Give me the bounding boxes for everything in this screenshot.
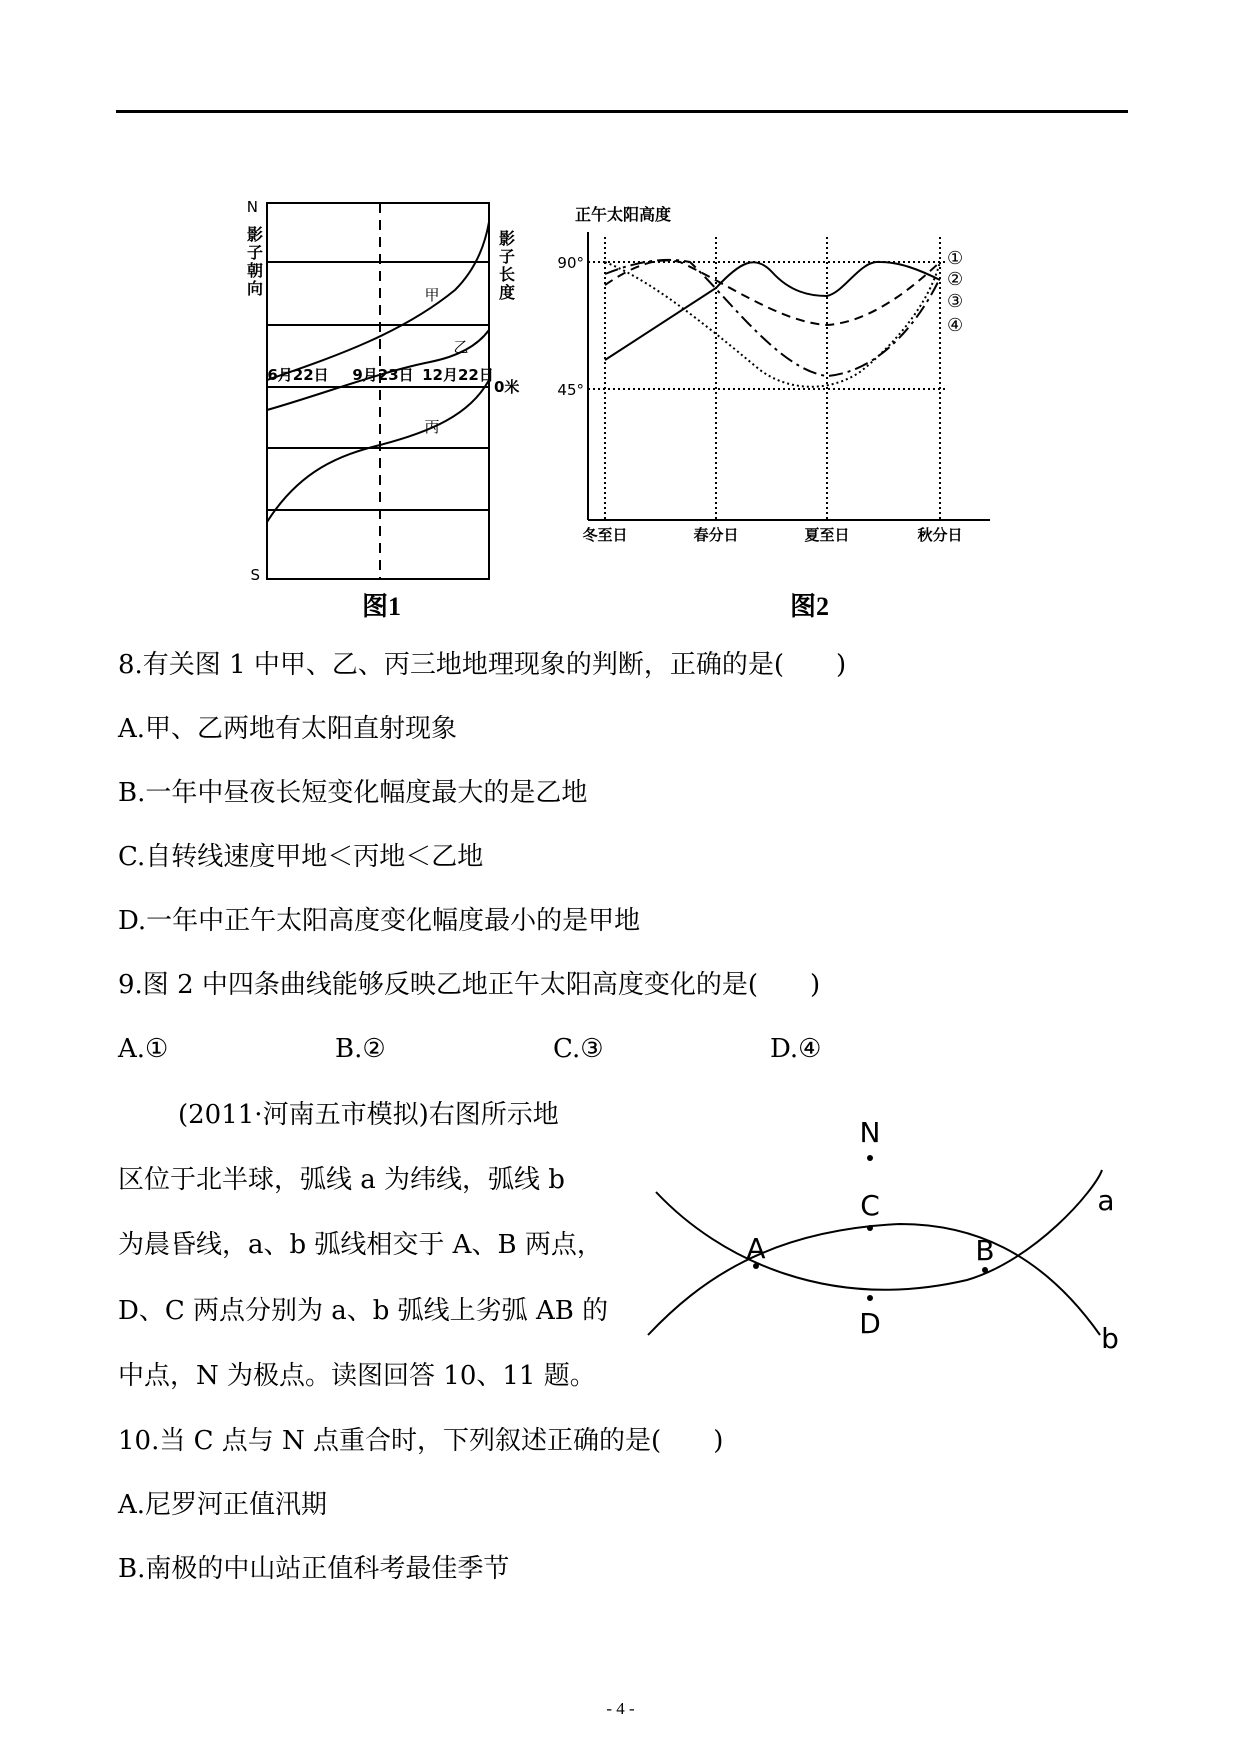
q10-option-a: A.尼罗河正值汛期 [118, 1490, 328, 1520]
intro-line-3: 为晨昏线，a、b 弧线相交于 A、B 两点， [118, 1230, 603, 1260]
curve-jia-label: 甲 [424, 286, 440, 304]
intro-line-5: 中点，N 为极点。读图回答 10、11 题。 [118, 1361, 596, 1391]
curve-jia [267, 222, 489, 380]
point-a-label: A [746, 1232, 766, 1265]
fig2-marker-4: ④ [947, 315, 964, 336]
curve-3 [605, 260, 940, 376]
fig2-x-summer-solstice: 夏至日 [804, 526, 850, 544]
q9-stem: 9.图 2 中四条曲线能够反映乙地正午太阳高度变化的是( ) [118, 970, 821, 1000]
point-n-dot [867, 1155, 873, 1161]
intro-line-4: D、C 两点分别为 a、b 弧线上劣弧 AB 的 [118, 1296, 609, 1326]
q9-option-a: A.① [118, 1034, 169, 1064]
q9-option-c: C.③ [553, 1034, 604, 1064]
point-b-dot [982, 1267, 988, 1273]
q9-option-b: B.② [335, 1034, 386, 1064]
fig1-zero-label: 0米 [494, 378, 520, 396]
q8-option-d: D.一年中正午太阳高度变化幅度最小的是甲地 [118, 906, 641, 936]
q10-option-b: B.南极的中山站正值科考最佳季节 [118, 1554, 510, 1584]
fig1-n-label: N [246, 198, 258, 216]
q8-stem: 8.有关图 1 中甲、乙、丙三地地理现象的判断，正确的是( ) [118, 650, 847, 680]
curve-yi-label: 乙 [453, 338, 469, 356]
q8-option-a: A.甲、乙两地有太阳直射现象 [118, 714, 458, 744]
point-n-label: N [859, 1116, 881, 1149]
fig2-ylabel: 正午太阳高度 [575, 205, 672, 224]
arc-a [656, 1170, 1102, 1290]
q10-stem: 10.当 C 点与 N 点重合时，下列叙述正确的是( ) [118, 1426, 724, 1456]
fig2-x-winter-solstice: 冬至日 [582, 526, 628, 544]
svg-text:度: 度 [498, 283, 516, 302]
point-b-label: B [975, 1234, 995, 1267]
fig2-x-autumn-equinox: 秋分日 [917, 526, 963, 544]
svg-text:长: 长 [498, 265, 516, 284]
fig1-right-axis-label [499, 229, 515, 302]
point-d-dot [867, 1295, 873, 1301]
fig1-date-jun22: 6月22日 [267, 366, 329, 384]
fig2-marker-3: ③ [947, 291, 964, 312]
svg-text:向: 向 [246, 279, 264, 298]
fig2-caption: 图2 [790, 592, 830, 621]
fig1-left-axis-label [247, 225, 263, 298]
svg-text:子: 子 [246, 243, 264, 262]
fig2-x-spring-equinox: 春分日 [693, 526, 739, 544]
fig1-frame [267, 203, 489, 579]
svg-text:子: 子 [498, 247, 516, 266]
curve-2 [605, 260, 940, 325]
arc-b-label: b [1101, 1322, 1119, 1355]
q8-option-c: C.自转线速度甲地＜丙地＜乙地 [118, 842, 484, 872]
fig1-date-dec22: 12月22日 [422, 366, 494, 384]
fig1-date-sep23: 9月23日 [352, 366, 414, 384]
fig2-y90: 90° [557, 254, 584, 272]
svg-text:朝: 朝 [246, 261, 264, 280]
intro-line-1: (2011·河南五市模拟)右图所示地 [178, 1100, 559, 1130]
figure-3 [640, 1100, 1120, 1370]
arc-a-label: a [1097, 1184, 1115, 1217]
curve-4 [605, 262, 940, 387]
svg-text:影: 影 [246, 225, 264, 244]
intro-line-2: 区位于北半球，弧线 a 为纬线，弧线 b [118, 1165, 565, 1195]
page-number: - 4 - [606, 1699, 635, 1718]
point-c-dot [867, 1225, 873, 1231]
q8-option-b: B.一年中昼夜长短变化幅度最大的是乙地 [118, 778, 588, 808]
figure-2 [557, 205, 990, 544]
point-d-label: D [859, 1307, 881, 1340]
svg-text:影: 影 [498, 229, 516, 248]
curve-bing-label: 丙 [424, 418, 440, 436]
fig2-marker-2: ② [947, 269, 964, 290]
fig2-marker-1: ① [947, 248, 964, 269]
curve-bing [267, 380, 489, 522]
figure-1 [0, 0, 1241, 640]
fig2-y45: 45° [557, 381, 584, 399]
q9-option-d: D.④ [770, 1034, 822, 1064]
point-c-label: C [860, 1189, 880, 1222]
fig1-caption: 图1 [362, 592, 402, 621]
fig1-s-label: S [250, 566, 260, 584]
